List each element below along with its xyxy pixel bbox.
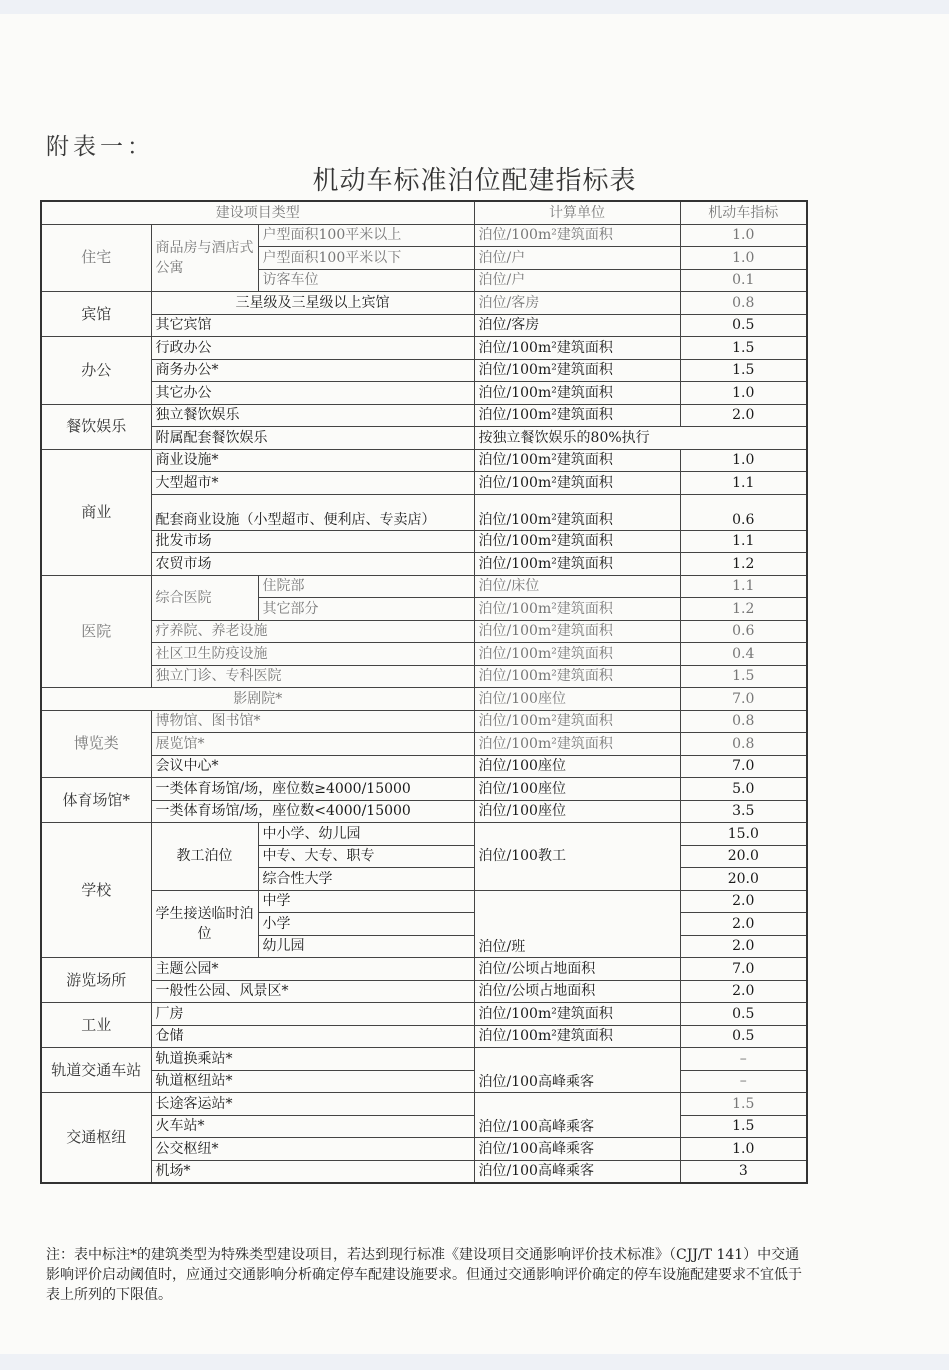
header-indicator: 机动车指标 xyxy=(680,201,807,224)
value-cell: 0.6 xyxy=(680,494,807,530)
item-cell: 其它部分 xyxy=(258,598,474,621)
unit-cell: 泊位/100m²建筑面积 xyxy=(474,710,680,733)
item-cell: 其它办公 xyxy=(151,382,474,405)
value-cell: 1.0 xyxy=(680,382,807,405)
category-cell: 轨道交通车站 xyxy=(41,1048,151,1093)
table-row xyxy=(41,890,807,913)
value-cell: 0.6 xyxy=(680,620,807,643)
table-row xyxy=(41,1003,807,1026)
subcategory-cell: 综合医院 xyxy=(151,575,258,620)
value-cell: 1.5 xyxy=(680,1093,807,1116)
value-cell: 1.2 xyxy=(680,598,807,621)
table-row xyxy=(41,643,807,666)
table-row xyxy=(41,1138,807,1161)
item-cell: 其它宾馆 xyxy=(151,314,474,337)
item-cell: 机场* xyxy=(151,1160,474,1183)
unit-cell: 泊位/100座位 xyxy=(474,755,680,778)
unit-cell: 泊位/100m²建筑面积 xyxy=(474,643,680,666)
value-cell: 1.1 xyxy=(680,530,807,553)
unit-cell: 泊位/100m²建筑面积 xyxy=(474,1025,680,1048)
unit-cell: 泊位/100座位 xyxy=(474,778,680,801)
value-cell: 1.1 xyxy=(680,575,807,598)
value-cell: – xyxy=(680,1070,807,1093)
table-row xyxy=(41,530,807,553)
table-row xyxy=(41,778,807,801)
parking-standard-table xyxy=(40,200,808,1184)
category-cell: 商业 xyxy=(41,449,151,575)
category-cell: 博览类 xyxy=(41,710,151,778)
unit-cell: 泊位/100高峰乘客 xyxy=(474,1160,680,1183)
value-cell: 1.5 xyxy=(680,1115,807,1138)
category-cell: 医院 xyxy=(41,575,151,688)
unit-cell: 泊位/班 xyxy=(474,890,680,958)
item-cell: 影剧院* xyxy=(41,688,474,711)
item-cell: 独立餐饮娱乐 xyxy=(151,404,474,427)
item-cell: 一类体育场馆/场，座位数≥4000/15000 xyxy=(151,778,474,801)
footnote: 注：表中标注*的建筑类型为特殊类型建设项目，若达到现行标准《建设项目交通影响评价技术标准》（CJJ/T 141）中交通影响评价启动阈值时，应通过交通影响分析确定停车配建设施要求。但通过交通影响评价确定的停车设施配建要求不宜低于表上所列的下限值。 xyxy=(46,1247,802,1303)
value-cell: 0.5 xyxy=(680,1003,807,1026)
category-cell: 工业 xyxy=(41,1003,151,1048)
table-row xyxy=(41,620,807,643)
unit-cell: 泊位/公顷占地面积 xyxy=(474,958,680,981)
item-cell: 疗养院、养老设施 xyxy=(151,620,474,643)
item-cell: 农贸市场 xyxy=(151,553,474,576)
table-row xyxy=(41,665,807,688)
table-row xyxy=(41,1048,807,1071)
item-cell: 一类体育场馆/场，座位数<4000/15000 xyxy=(151,800,474,823)
value-cell: 1.2 xyxy=(680,553,807,576)
item-cell: 轨道换乘站* xyxy=(151,1048,474,1071)
subcategory-cell: 商品房与酒店式公寓 xyxy=(151,224,258,292)
value-cell: 2.0 xyxy=(680,935,807,958)
table-header-row xyxy=(41,201,807,224)
unit-cell: 泊位/100m²建筑面积 xyxy=(474,553,680,576)
unit-cell: 按独立餐饮娱乐的80%执行 xyxy=(474,427,807,450)
item-cell: 访客车位 xyxy=(258,269,474,292)
value-cell: 3.5 xyxy=(680,800,807,823)
unit-cell: 泊位/100m²建筑面积 xyxy=(474,337,680,360)
unit-cell: 泊位/100m²建筑面积 xyxy=(474,1003,680,1026)
value-cell: 20.0 xyxy=(680,868,807,891)
value-cell: 0.5 xyxy=(680,314,807,337)
value-cell: 7.0 xyxy=(680,688,807,711)
table-row xyxy=(41,359,807,382)
item-cell: 会议中心* xyxy=(151,755,474,778)
unit-cell: 泊位/100m²建筑面积 xyxy=(474,598,680,621)
item-cell: 社区卫生防疫设施 xyxy=(151,643,474,666)
table-row xyxy=(41,1093,807,1116)
category-cell: 住宅 xyxy=(41,224,151,292)
unit-cell: 泊位/100教工 xyxy=(474,823,680,891)
item-cell: 长途客运站* xyxy=(151,1093,474,1116)
category-cell: 交通枢纽 xyxy=(41,1093,151,1184)
item-cell: 附属配套餐饮娱乐 xyxy=(151,427,474,450)
unit-cell: 泊位/100m²建筑面积 xyxy=(474,359,680,382)
table-row xyxy=(41,404,807,427)
unit-cell: 泊位/100高峰乘客 xyxy=(474,1093,680,1138)
value-cell: 0.1 xyxy=(680,269,807,292)
item-cell: 厂房 xyxy=(151,1003,474,1026)
unit-cell: 泊位/100高峰乘客 xyxy=(474,1048,680,1093)
value-cell: 15.0 xyxy=(680,823,807,846)
table-row xyxy=(41,449,807,472)
value-cell: 1.5 xyxy=(680,665,807,688)
table-row xyxy=(41,427,807,450)
table-row xyxy=(41,980,807,1003)
item-cell: 批发市场 xyxy=(151,530,474,553)
unit-cell: 泊位/公顷占地面积 xyxy=(474,980,680,1003)
subcategory-cell: 学生接送临时泊位 xyxy=(151,890,258,958)
unit-cell: 泊位/100m²建筑面积 xyxy=(474,530,680,553)
item-cell: 商业设施* xyxy=(151,449,474,472)
table-row xyxy=(41,337,807,360)
unit-cell: 泊位/100m²建筑面积 xyxy=(474,224,680,247)
table-row xyxy=(41,688,807,711)
item-cell: 配套商业设施（小型超市、便利店、专卖店） xyxy=(151,494,474,530)
item-cell: 展览馆* xyxy=(151,733,474,756)
value-cell: 1.1 xyxy=(680,472,807,495)
table-row xyxy=(41,755,807,778)
table-row xyxy=(41,553,807,576)
unit-cell: 泊位/100座位 xyxy=(474,688,680,711)
value-cell: 0.8 xyxy=(680,710,807,733)
header-unit: 计算单位 xyxy=(474,201,680,224)
unit-cell: 泊位/100m²建筑面积 xyxy=(474,404,680,427)
table-row xyxy=(41,1160,807,1183)
value-cell: 7.0 xyxy=(680,755,807,778)
unit-cell: 泊位/100m²建筑面积 xyxy=(474,382,680,405)
unit-cell: 泊位/100m²建筑面积 xyxy=(474,494,680,530)
value-cell: 1.0 xyxy=(680,1138,807,1161)
item-cell: 中小学、幼儿园 xyxy=(258,823,474,846)
value-cell: 20.0 xyxy=(680,845,807,868)
table-row xyxy=(41,1115,807,1138)
table-row xyxy=(41,292,807,315)
value-cell: 0.5 xyxy=(680,1025,807,1048)
table-row xyxy=(41,1025,807,1048)
item-cell: 住院部 xyxy=(258,575,474,598)
value-cell: 7.0 xyxy=(680,958,807,981)
category-cell: 体育场馆* xyxy=(41,778,151,823)
value-cell: 0.4 xyxy=(680,643,807,666)
table-row xyxy=(41,314,807,337)
value-cell: 1.0 xyxy=(680,449,807,472)
unit-cell: 泊位/客房 xyxy=(474,292,680,315)
value-cell: 1.5 xyxy=(680,337,807,360)
category-cell: 宾馆 xyxy=(41,292,151,337)
value-cell: 2.0 xyxy=(680,404,807,427)
value-cell: 2.0 xyxy=(680,890,807,913)
item-cell: 博物馆、图书馆* xyxy=(151,710,474,733)
item-cell: 中专、大专、职专 xyxy=(258,845,474,868)
table-row xyxy=(41,472,807,495)
item-cell: 火车站* xyxy=(151,1115,474,1138)
value-cell: 5.0 xyxy=(680,778,807,801)
table-row xyxy=(41,224,807,247)
item-cell: 幼儿园 xyxy=(258,935,474,958)
item-cell: 中学 xyxy=(258,890,474,913)
item-cell: 综合性大学 xyxy=(258,868,474,891)
item-cell: 主题公园* xyxy=(151,958,474,981)
category-cell: 餐饮娱乐 xyxy=(41,404,151,449)
unit-cell: 泊位/100高峰乘客 xyxy=(474,1138,680,1161)
unit-cell: 泊位/床位 xyxy=(474,575,680,598)
unit-cell: 泊位/100m²建筑面积 xyxy=(474,620,680,643)
value-cell: 3 xyxy=(680,1160,807,1183)
table-row xyxy=(41,733,807,756)
table-row xyxy=(41,958,807,981)
unit-cell: 泊位/100m²建筑面积 xyxy=(474,472,680,495)
table-row xyxy=(41,494,807,530)
attachment-label: 附表一： xyxy=(46,134,154,160)
unit-cell: 泊位/100座位 xyxy=(474,800,680,823)
category-cell: 学校 xyxy=(41,823,151,958)
subcategory-cell: 教工泊位 xyxy=(151,823,258,891)
item-cell: 一般性公园、风景区* xyxy=(151,980,474,1003)
value-cell: 1.0 xyxy=(680,224,807,247)
unit-cell: 泊位/客房 xyxy=(474,314,680,337)
item-cell: 小学 xyxy=(258,913,474,936)
table-row xyxy=(41,575,807,598)
unit-cell: 泊位/户 xyxy=(474,269,680,292)
value-cell: 2.0 xyxy=(680,913,807,936)
table-row xyxy=(41,800,807,823)
item-cell: 行政办公 xyxy=(151,337,474,360)
value-cell: 1.5 xyxy=(680,359,807,382)
unit-cell: 泊位/户 xyxy=(474,247,680,270)
value-cell: 2.0 xyxy=(680,980,807,1003)
table-row xyxy=(41,823,807,846)
value-cell: – xyxy=(680,1048,807,1071)
item-cell: 公交枢纽* xyxy=(151,1138,474,1161)
item-cell: 仓储 xyxy=(151,1025,474,1048)
value-cell: 0.8 xyxy=(680,292,807,315)
table-row xyxy=(41,382,807,405)
category-cell: 办公 xyxy=(41,337,151,405)
table-row xyxy=(41,1070,807,1093)
item-cell: 轨道枢纽站* xyxy=(151,1070,474,1093)
item-cell: 大型超市* xyxy=(151,472,474,495)
item-cell: 商务办公* xyxy=(151,359,474,382)
header-type: 建设项目类型 xyxy=(41,201,474,224)
item-cell: 独立门诊、专科医院 xyxy=(151,665,474,688)
table-title: 机动车标准泊位配建指标表 xyxy=(312,166,637,196)
table-row xyxy=(41,710,807,733)
item-cell: 户型面积100平米以下 xyxy=(258,247,474,270)
item-cell: 三星级及三星级以上宾馆 xyxy=(151,292,474,315)
value-cell: 0.8 xyxy=(680,733,807,756)
unit-cell: 泊位/100m²建筑面积 xyxy=(474,449,680,472)
unit-cell: 泊位/100m²建筑面积 xyxy=(474,733,680,756)
category-cell: 游览场所 xyxy=(41,958,151,1003)
unit-cell: 泊位/100m²建筑面积 xyxy=(474,665,680,688)
item-cell: 户型面积100平米以上 xyxy=(258,224,474,247)
value-cell: 1.0 xyxy=(680,247,807,270)
